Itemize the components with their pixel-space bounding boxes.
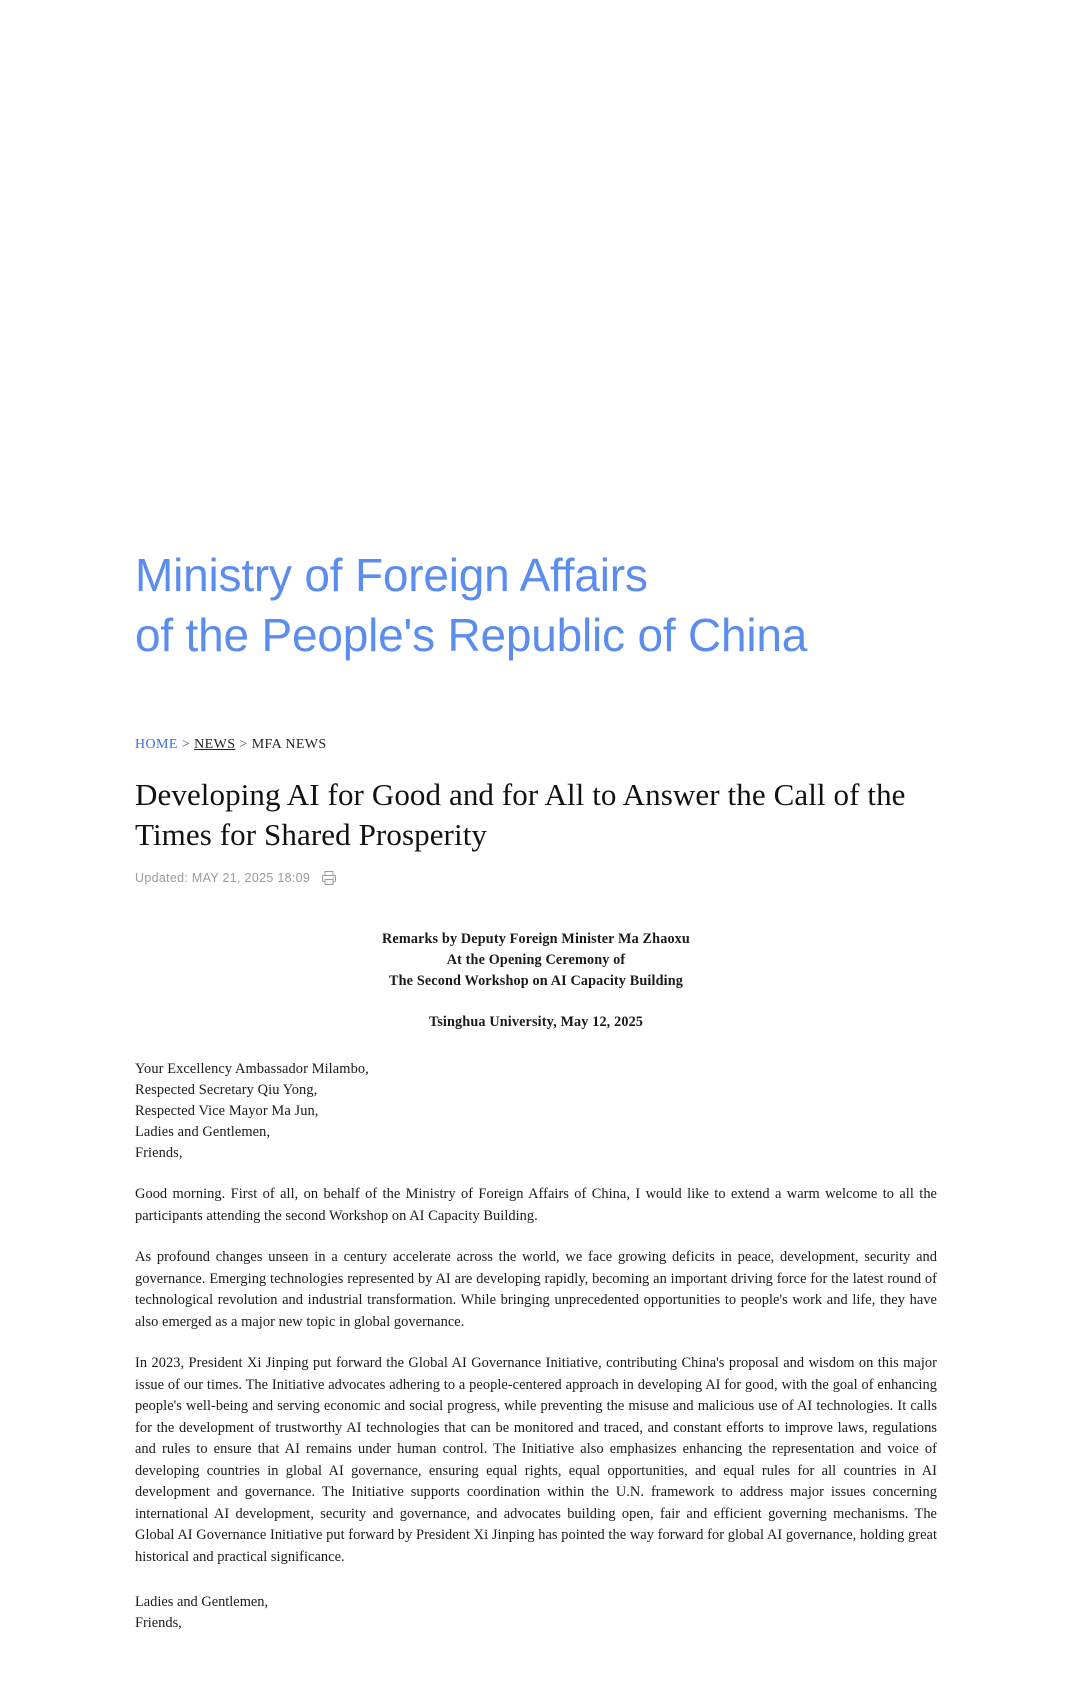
site-masthead [0, 0, 1072, 665]
breadcrumb-current-section: MFA NEWS [251, 737, 327, 752]
masthead-line-2: of the People's Republic of China [135, 609, 808, 661]
breadcrumb-home-link[interactable]: HOME [135, 737, 178, 752]
article-paragraph: As profound changes unseen in a century accelerate across the world, we face growing deficits in peace, development, security and governance. Emerging technologies represented by AI are developing rapidly, becoming an important driving force for the latest round of technological revolution and industrial transformation. While bringing unprecedented opportunities to people's work and life, they have also emerged as a major new topic in global governance. [135, 1249, 937, 1330]
article-paragraph: In 2023, President Xi Jinping put forward the Global AI Governance Initiative, contributing China's proposal and wisdom on this major issue of our times. The Initiative advocates adhering to a people-centered approach in developing AI for good, with the goal of enhancing people's well-being and serving economic and social progress, while preventing the misuse and malicious use of AI technologies. It calls for the development of trustworthy AI technologies that can be monitored and traced, and constant efforts to improve laws, regulations and rules to ensure that AI remains under human control. The Initiative also emphasizes enhancing the representation and voice of developing countries in global AI governance, ensuring equal rights, equal opportunities, and equal rules for all countries in AI development and governance. The Initiative supports coordination within the U.N. framework to address major issues concerning international AI development, security and governance, and advocates building open, fair and efficient governing mechanisms. The Global AI Governance Initiative put forward by President Xi Jinping has pointed the way forward for global AI governance, holding great historical and practical significance. [135, 1355, 937, 1565]
salutation-line: Your Excellency Ambassador Milambo, [135, 1061, 369, 1077]
speech-header-line-1: Remarks by Deputy Foreign Minister Ma Zhaoxu [382, 931, 690, 947]
salutation-block [135, 1059, 937, 1164]
salutation-line: Respected Vice Mayor Ma Jun, [135, 1103, 319, 1119]
masthead-line-1: Ministry of Foreign Affairs [135, 549, 648, 601]
speech-header-line-3: The Second Workshop on AI Capacity Building [389, 973, 683, 989]
speech-header-line-2: At the Opening Ceremony of [446, 952, 626, 968]
salutation-line: Respected Secretary Qiu Yong, [135, 1082, 318, 1098]
salutation-line: Ladies and Gentlemen, [135, 1124, 271, 1140]
content-column [0, 737, 1072, 1634]
speech-header-block [135, 929, 937, 992]
breadcrumb-news-link[interactable]: NEWS [194, 737, 236, 752]
page-title: Developing AI for Good and for All to Answer the Call of the Times for Shared Prosperity [135, 777, 906, 852]
breadcrumb [135, 737, 937, 753]
article-meta-row [135, 869, 937, 887]
closing-line: Ladies and Gentlemen, [135, 1594, 269, 1610]
updated-timestamp: Updated: MAY 21, 2025 18:09 [135, 871, 311, 885]
closing-block [135, 1592, 937, 1634]
breadcrumb-separator-1: > [181, 737, 191, 752]
article-body [135, 929, 937, 1634]
printer-icon[interactable] [320, 869, 338, 887]
article-paragraph: Good morning. First of all, on behalf of the Ministry of Foreign Affairs of China, I would like to extend a warm welcome to all the participants attending the second Workshop on AI Capacity Building. [135, 1186, 937, 1224]
speech-date-line: Tsinghua University, May 12, 2025 [428, 1014, 644, 1030]
closing-line: Friends, [135, 1615, 182, 1631]
breadcrumb-separator-2: > [239, 737, 248, 752]
salutation-line: Friends, [135, 1145, 183, 1161]
